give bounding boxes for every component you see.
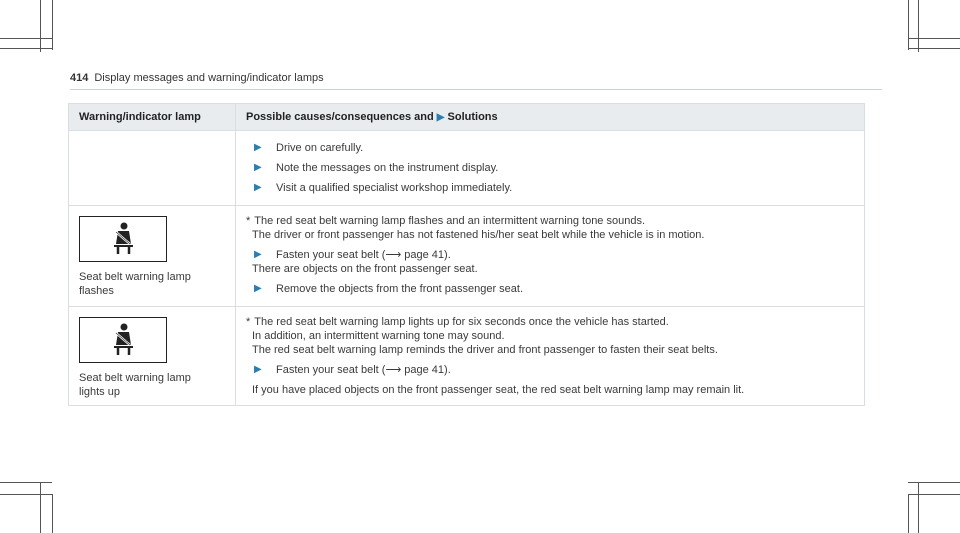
triangle-right-icon: ▶ (254, 182, 262, 193)
crop-mark (908, 482, 960, 483)
page-title: Display messages and warning/indicator lamps (94, 72, 324, 84)
list-item: ▶ Fasten your seat belt (⟶ page 41). (254, 364, 451, 376)
page-reference-link[interactable]: page 41). (404, 364, 451, 376)
crop-mark (52, 494, 53, 533)
crop-mark (40, 0, 41, 52)
list-item: ▶ Fasten your seat belt (⟶ page 41). (254, 249, 451, 261)
lamp-label: Seat belt warning lamp (79, 271, 191, 283)
crop-mark (908, 38, 960, 39)
seatbelt-icon (109, 222, 137, 256)
cause-text: * The red seat belt warning lamp lights up for six seconds once the vehicle has started. (246, 316, 669, 328)
lamp-state: flashes (79, 285, 114, 297)
page-number: 414 (70, 72, 89, 84)
crop-mark (52, 0, 53, 50)
lamp-state: lights up (79, 386, 120, 398)
list-item: ▶ Remove the objects from the front passenger seat. (254, 283, 524, 295)
list-item: ▶ Note the messages on the instrument display. (254, 162, 499, 174)
cause-text: In addition, an intermittent warning tone may sound. (252, 330, 505, 342)
header-divider (70, 89, 882, 90)
triangle-right-icon: ▶ (254, 283, 262, 294)
lamp-label: Seat belt warning lamp (79, 372, 191, 384)
seatbelt-lamp-box (79, 216, 167, 262)
crop-mark (918, 482, 919, 533)
page-reference-link[interactable]: page 41). (404, 249, 451, 261)
list-item: ▶ Visit a qualified specialist workshop immediately. (254, 182, 513, 194)
list-item: ▶ Drive on carefully. (254, 142, 364, 154)
triangle-right-icon: ▶ (254, 249, 262, 260)
cause-text: * The red seat belt warning lamp flashes and an intermittent warning tone sounds. (246, 215, 646, 227)
cause-text: There are objects on the front passenger seat. (252, 263, 478, 275)
triangle-right-icon: ▶ (254, 162, 262, 173)
crop-mark (0, 48, 52, 49)
cause-text: The red seat belt warning lamp reminds the driver and front passenger to fasten their seat belts. (252, 344, 718, 356)
crop-mark (908, 494, 960, 495)
table-row (69, 131, 865, 206)
table-header-row (69, 104, 865, 131)
cause-text: The driver or front passenger has not fastened his/her seat belt while the vehicle is in motion. (252, 229, 705, 241)
crop-mark (908, 494, 909, 533)
crop-mark (0, 38, 52, 39)
page-header (70, 72, 324, 84)
column-header-causes: Possible causes/consequences and ▶ Solutions (236, 104, 865, 131)
seatbelt-lamp-box (79, 317, 167, 363)
crop-mark (908, 48, 960, 49)
warning-lamp-table (68, 103, 865, 406)
column-header-lamp: Warning/indicator lamp (69, 104, 236, 131)
arrow-right-icon: ⟶ (385, 249, 405, 261)
crop-mark (0, 482, 52, 483)
table-row (69, 206, 865, 307)
seatbelt-icon (109, 323, 137, 357)
cause-text: If you have placed objects on the front passenger seat, the red seat belt warning lamp may remain lit. (252, 384, 745, 396)
triangle-right-icon: ▶ (254, 364, 262, 375)
crop-mark (908, 0, 909, 50)
arrow-right-icon: ⟶ (385, 364, 405, 376)
crop-mark (40, 482, 41, 533)
triangle-right-icon: ▶ (436, 112, 445, 123)
triangle-right-icon: ▶ (254, 142, 262, 153)
table-row (69, 307, 865, 406)
crop-mark (918, 0, 919, 52)
crop-mark (0, 494, 52, 495)
